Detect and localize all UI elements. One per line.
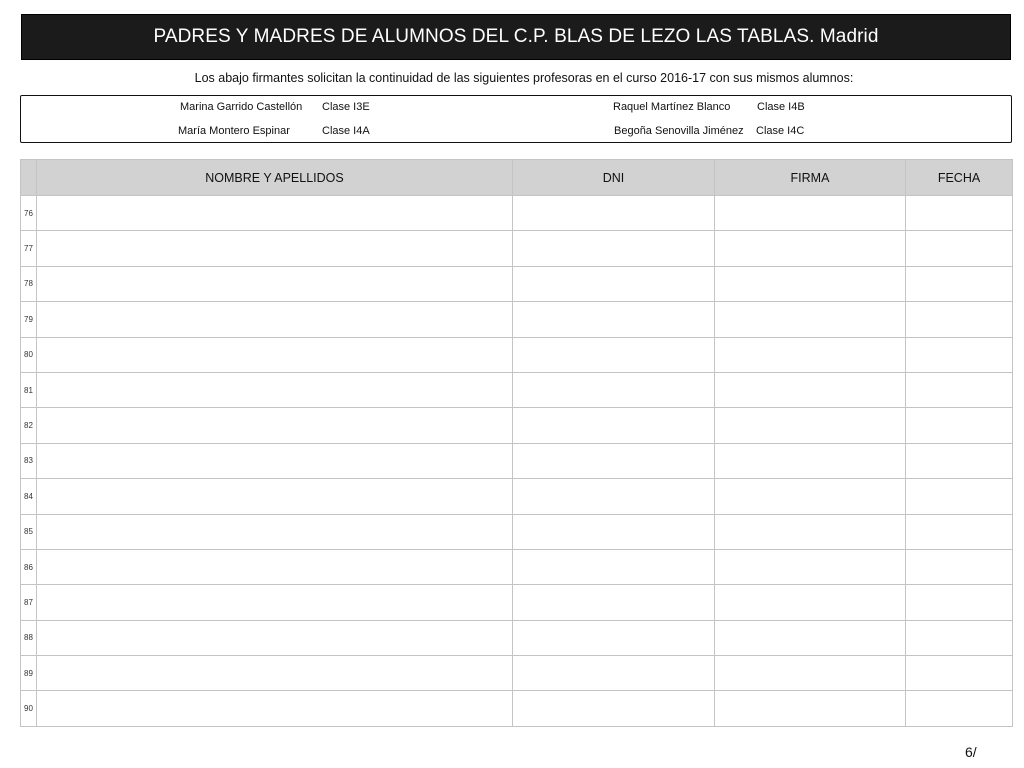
fecha-cell[interactable] xyxy=(906,302,1013,337)
table-row xyxy=(21,372,1013,407)
table-row xyxy=(21,408,1013,443)
row-number: 82 xyxy=(21,408,37,443)
table-row xyxy=(21,196,1013,231)
firma-cell[interactable] xyxy=(715,372,906,407)
dni-cell[interactable] xyxy=(513,231,715,266)
fecha-cell[interactable] xyxy=(906,620,1013,655)
table-row xyxy=(21,620,1013,655)
table-row xyxy=(21,585,1013,620)
page-title: PADRES Y MADRES DE ALUMNOS DEL C.P. BLAS DE LEZO LAS TABLAS. Madrid xyxy=(153,26,879,47)
name-cell[interactable] xyxy=(37,479,513,514)
row-number: 89 xyxy=(21,656,37,691)
teacher-name: Marina Garrido Castellón xyxy=(180,101,303,113)
teacher-name: Begoña Senovilla Jiménez xyxy=(614,125,744,137)
name-cell[interactable] xyxy=(37,408,513,443)
name-cell[interactable] xyxy=(37,231,513,266)
header-cell-dni: DNI xyxy=(513,160,715,196)
teacher-class: Clase I3E xyxy=(322,101,370,113)
row-number: 87 xyxy=(21,585,37,620)
fecha-cell[interactable] xyxy=(906,656,1013,691)
firma-cell[interactable] xyxy=(715,443,906,478)
table-row xyxy=(21,549,1013,584)
fecha-cell[interactable] xyxy=(906,231,1013,266)
dni-cell[interactable] xyxy=(513,372,715,407)
firma-cell[interactable] xyxy=(715,266,906,301)
dni-cell[interactable] xyxy=(513,549,715,584)
name-cell[interactable] xyxy=(37,691,513,726)
fecha-cell[interactable] xyxy=(906,585,1013,620)
name-cell[interactable] xyxy=(37,656,513,691)
fecha-cell[interactable] xyxy=(906,691,1013,726)
name-cell[interactable] xyxy=(37,372,513,407)
table-row xyxy=(21,656,1013,691)
row-number: 85 xyxy=(21,514,37,549)
dni-cell[interactable] xyxy=(513,302,715,337)
fecha-cell[interactable] xyxy=(906,372,1013,407)
name-cell[interactable] xyxy=(37,443,513,478)
table-row xyxy=(21,479,1013,514)
firma-cell[interactable] xyxy=(715,691,906,726)
name-cell[interactable] xyxy=(37,302,513,337)
header-cell-firma: FIRMA xyxy=(715,160,906,196)
row-number: 80 xyxy=(21,337,37,372)
row-number: 84 xyxy=(21,479,37,514)
fecha-cell[interactable] xyxy=(906,408,1013,443)
firma-cell[interactable] xyxy=(715,302,906,337)
firma-cell[interactable] xyxy=(715,585,906,620)
dni-cell[interactable] xyxy=(513,514,715,549)
table-header-row xyxy=(21,160,1013,196)
teacher-entry xyxy=(613,101,805,113)
dni-cell[interactable] xyxy=(513,443,715,478)
teachers-box xyxy=(20,95,1012,143)
name-cell[interactable] xyxy=(37,585,513,620)
table-row xyxy=(21,443,1013,478)
name-cell[interactable] xyxy=(37,620,513,655)
dni-cell[interactable] xyxy=(513,479,715,514)
fecha-cell[interactable] xyxy=(906,443,1013,478)
row-number: 77 xyxy=(21,231,37,266)
dni-cell[interactable] xyxy=(513,656,715,691)
teacher-entry xyxy=(614,125,805,137)
dni-cell[interactable] xyxy=(513,585,715,620)
firma-cell[interactable] xyxy=(715,337,906,372)
row-number: 86 xyxy=(21,549,37,584)
header-cell-name: NOMBRE Y APELLIDOS xyxy=(37,160,513,196)
firma-cell[interactable] xyxy=(715,620,906,655)
header-cell-number xyxy=(21,160,37,196)
firma-cell[interactable] xyxy=(715,514,906,549)
title-bar xyxy=(21,14,1011,60)
row-number: 83 xyxy=(21,443,37,478)
table-row xyxy=(21,302,1013,337)
name-cell[interactable] xyxy=(37,266,513,301)
fecha-cell[interactable] xyxy=(906,196,1013,231)
row-number: 90 xyxy=(21,691,37,726)
dni-cell[interactable] xyxy=(513,337,715,372)
fecha-cell[interactable] xyxy=(906,479,1013,514)
page-number: 6/ xyxy=(965,744,977,760)
teacher-name: María Montero Espinar xyxy=(178,125,290,137)
fecha-cell[interactable] xyxy=(906,266,1013,301)
teacher-name: Raquel Martínez Blanco xyxy=(613,101,731,113)
firma-cell[interactable] xyxy=(715,479,906,514)
fecha-cell[interactable] xyxy=(906,337,1013,372)
row-number: 88 xyxy=(21,620,37,655)
dni-cell[interactable] xyxy=(513,691,715,726)
teacher-entry xyxy=(178,125,370,137)
firma-cell[interactable] xyxy=(715,231,906,266)
firma-cell[interactable] xyxy=(715,656,906,691)
row-number: 81 xyxy=(21,372,37,407)
name-cell[interactable] xyxy=(37,549,513,584)
dni-cell[interactable] xyxy=(513,408,715,443)
teacher-entry xyxy=(180,101,370,113)
signature-table xyxy=(20,159,1013,727)
row-number: 78 xyxy=(21,266,37,301)
petition-text: Los abajo firmantes solicitan la continuidad de las siguientes profesoras en el curso 2016-17 con sus mismos alumnos: xyxy=(194,71,854,85)
row-number: 76 xyxy=(21,196,37,231)
firma-cell[interactable] xyxy=(715,549,906,584)
dni-cell[interactable] xyxy=(513,196,715,231)
row-number: 79 xyxy=(21,302,37,337)
name-cell[interactable] xyxy=(37,514,513,549)
name-cell[interactable] xyxy=(37,337,513,372)
teacher-class: Clase I4B xyxy=(757,101,805,113)
dni-cell[interactable] xyxy=(513,620,715,655)
fecha-cell[interactable] xyxy=(906,549,1013,584)
firma-cell[interactable] xyxy=(715,196,906,231)
table-row xyxy=(21,691,1013,726)
table-row xyxy=(21,266,1013,301)
dni-cell[interactable] xyxy=(513,266,715,301)
name-cell[interactable] xyxy=(37,196,513,231)
firma-cell[interactable] xyxy=(715,408,906,443)
header-cell-fecha: FECHA xyxy=(906,160,1013,196)
table-row xyxy=(21,231,1013,266)
teacher-class: Clase I4A xyxy=(322,125,370,137)
teacher-class: Clase I4C xyxy=(756,125,805,137)
fecha-cell[interactable] xyxy=(906,514,1013,549)
table-row xyxy=(21,337,1013,372)
table-row xyxy=(21,514,1013,549)
